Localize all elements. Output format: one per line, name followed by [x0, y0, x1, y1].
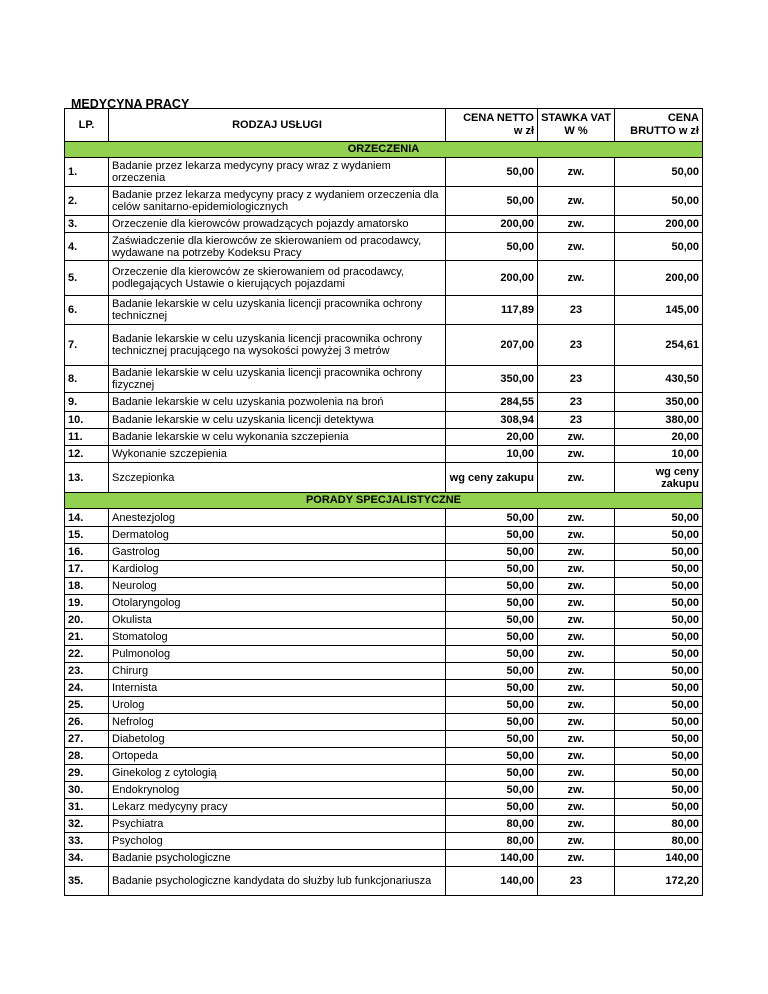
gross-price: 50,00	[615, 714, 703, 731]
net-price: 50,00	[446, 646, 538, 663]
gross-price: 10,00	[615, 446, 703, 463]
service-name: Internista	[109, 680, 446, 697]
gross-price: 172,20	[615, 867, 703, 896]
row-number: 31.	[65, 799, 109, 816]
table-row	[65, 158, 703, 187]
row-number: 19.	[65, 595, 109, 612]
table-row	[65, 544, 703, 561]
net-price: 50,00	[446, 697, 538, 714]
vat-rate: zw.	[538, 595, 615, 612]
table-row	[65, 412, 703, 429]
gross-price: 50,00	[615, 765, 703, 782]
service-name: Okulista	[109, 612, 446, 629]
header-gross-line2: BRUTTO w zł	[630, 125, 699, 137]
gross-price: 50,00	[615, 663, 703, 680]
vat-rate: zw.	[538, 816, 615, 833]
net-price: 50,00	[446, 748, 538, 765]
service-name: Badanie psychologiczne kandydata do służby lub funkcjonariusza	[109, 867, 446, 896]
vat-rate: zw.	[538, 578, 615, 595]
service-name: Badanie lekarskie w celu uzyskania licencji detektywa	[109, 412, 446, 429]
gross-price: 50,00	[615, 233, 703, 261]
table-row	[65, 646, 703, 663]
net-price: 50,00	[446, 527, 538, 544]
table-row	[65, 748, 703, 765]
net-price: 50,00	[446, 714, 538, 731]
gross-price: 380,00	[615, 412, 703, 429]
table-row	[65, 261, 703, 296]
row-number: 35.	[65, 867, 109, 896]
service-name: Nefrolog	[109, 714, 446, 731]
row-number: 14.	[65, 509, 109, 527]
vat-rate: zw.	[538, 261, 615, 296]
table-row	[65, 612, 703, 629]
vat-rate: 23	[538, 393, 615, 412]
header-gross-line1: CENA	[667, 112, 699, 124]
service-name: Orzeczenie dla kierowców prowadzących pojazdy amatorsko	[109, 216, 446, 233]
gross-price: 50,00	[615, 509, 703, 527]
table-row	[65, 509, 703, 527]
gross-price: 80,00	[615, 833, 703, 850]
vat-rate: 23	[538, 296, 615, 325]
vat-rate: zw.	[538, 833, 615, 850]
row-number: 3.	[65, 216, 109, 233]
vat-rate: 23	[538, 325, 615, 366]
row-number: 11.	[65, 429, 109, 446]
service-name: Stomatolog	[109, 629, 446, 646]
table-body	[65, 142, 703, 896]
row-number: 10.	[65, 412, 109, 429]
net-price: 140,00	[446, 867, 538, 896]
service-name: Wykonanie szczepienia	[109, 446, 446, 463]
vat-rate: zw.	[538, 782, 615, 799]
net-price: 50,00	[446, 561, 538, 578]
vat-rate: 23	[538, 366, 615, 393]
service-name: Badanie lekarskie w celu uzyskania licencji pracownika ochrony technicznej pracującego na wysokości powyżej 3 metrów	[109, 325, 446, 366]
vat-rate: zw.	[538, 714, 615, 731]
header-vat-line1: STAWKA VAT	[541, 112, 611, 124]
table-row	[65, 393, 703, 412]
gross-price: 50,00	[615, 578, 703, 595]
gross-price: 50,00	[615, 561, 703, 578]
table-row	[65, 233, 703, 261]
header-lp: LP.	[65, 109, 109, 142]
net-price: 50,00	[446, 663, 538, 680]
row-number: 16.	[65, 544, 109, 561]
net-price: 50,00	[446, 799, 538, 816]
row-number: 12.	[65, 446, 109, 463]
row-number: 6.	[65, 296, 109, 325]
section-title: PORADY SPECJALISTYCZNE	[65, 493, 703, 509]
net-price: 80,00	[446, 833, 538, 850]
row-number: 29.	[65, 765, 109, 782]
service-name: Badanie lekarskie w celu uzyskania licencji pracownika ochrony technicznej	[109, 296, 446, 325]
row-number: 9.	[65, 393, 109, 412]
vat-rate: zw.	[538, 561, 615, 578]
section-title: ORZECZENIA	[65, 142, 703, 158]
vat-rate: zw.	[538, 463, 615, 493]
net-price: 117,89	[446, 296, 538, 325]
service-name: Badanie lekarskie w celu uzyskania pozwolenia na broń	[109, 393, 446, 412]
row-number: 34.	[65, 850, 109, 867]
vat-rate: zw.	[538, 731, 615, 748]
vat-rate: zw.	[538, 216, 615, 233]
service-name: Lekarz medycyny pracy	[109, 799, 446, 816]
table-row	[65, 366, 703, 393]
net-price: 50,00	[446, 680, 538, 697]
gross-price: 350,00	[615, 393, 703, 412]
service-name: Ginekolog z cytologią	[109, 765, 446, 782]
gross-price: 50,00	[615, 527, 703, 544]
vat-rate: zw.	[538, 697, 615, 714]
service-name: Chirurg	[109, 663, 446, 680]
table-row	[65, 765, 703, 782]
row-number: 33.	[65, 833, 109, 850]
table-row	[65, 216, 703, 233]
vat-rate: zw.	[538, 799, 615, 816]
service-name: Badanie przez lekarza medycyny pracy wraz z wydaniem orzeczenia	[109, 158, 446, 187]
service-name: Gastrolog	[109, 544, 446, 561]
table-row	[65, 561, 703, 578]
table-row	[65, 816, 703, 833]
table-row	[65, 697, 703, 714]
table-row	[65, 463, 703, 493]
table-row	[65, 187, 703, 216]
vat-rate: 23	[538, 867, 615, 896]
row-number: 2.	[65, 187, 109, 216]
net-price: 50,00	[446, 731, 538, 748]
gross-price: 50,00	[615, 680, 703, 697]
net-price: 50,00	[446, 782, 538, 799]
row-number: 23.	[65, 663, 109, 680]
net-price: 50,00	[446, 158, 538, 187]
net-price: 50,00	[446, 612, 538, 629]
gross-price: 430,50	[615, 366, 703, 393]
gross-price: 50,00	[615, 187, 703, 216]
vat-rate: zw.	[538, 646, 615, 663]
vat-rate: zw.	[538, 629, 615, 646]
net-price: wg ceny zakupu	[446, 463, 538, 493]
gross-price: wg ceny zakupu	[615, 463, 703, 493]
gross-price: 50,00	[615, 158, 703, 187]
service-name: Orzeczenie dla kierowców ze skierowaniem od pracodawcy, podlegających Ustawie o kierujących pojazdami	[109, 261, 446, 296]
gross-price: 50,00	[615, 646, 703, 663]
row-number: 5.	[65, 261, 109, 296]
service-name: Zaświadczenie dla kierowców ze skierowaniem od pracodawcy, wydawane na potrzeby Kodeksu Pracy	[109, 233, 446, 261]
net-price: 50,00	[446, 509, 538, 527]
vat-rate: zw.	[538, 158, 615, 187]
row-number: 18.	[65, 578, 109, 595]
service-name: Diabetolog	[109, 731, 446, 748]
net-price: 200,00	[446, 216, 538, 233]
vat-rate: zw.	[538, 187, 615, 216]
gross-price: 50,00	[615, 697, 703, 714]
row-number: 26.	[65, 714, 109, 731]
header-service: RODZAJ USŁUGI	[109, 109, 446, 142]
section-header-row	[65, 142, 703, 158]
service-name: Badanie przez lekarza medycyny pracy z wydaniem orzeczenia dla celów sanitarno-epidemiologicznych	[109, 187, 446, 216]
row-number: 27.	[65, 731, 109, 748]
page-title: MEDYCYNA PRACY	[71, 97, 190, 111]
gross-price: 50,00	[615, 612, 703, 629]
vat-rate: zw.	[538, 233, 615, 261]
table-row	[65, 296, 703, 325]
net-price: 284,55	[446, 393, 538, 412]
row-number: 8.	[65, 366, 109, 393]
row-number: 1.	[65, 158, 109, 187]
table-row	[65, 782, 703, 799]
gross-price: 50,00	[615, 799, 703, 816]
vat-rate: zw.	[538, 527, 615, 544]
net-price: 50,00	[446, 629, 538, 646]
service-name: Psycholog	[109, 833, 446, 850]
table-row	[65, 731, 703, 748]
service-name: Pulmonolog	[109, 646, 446, 663]
service-name: Kardiolog	[109, 561, 446, 578]
header-vat-line2: W %	[564, 125, 588, 137]
gross-price: 145,00	[615, 296, 703, 325]
gross-price: 50,00	[615, 782, 703, 799]
gross-price: 50,00	[615, 748, 703, 765]
service-name: Anestezjolog	[109, 509, 446, 527]
table-row	[65, 527, 703, 544]
gross-price: 50,00	[615, 595, 703, 612]
table-row	[65, 867, 703, 896]
vat-rate: zw.	[538, 612, 615, 629]
table-row	[65, 850, 703, 867]
row-number: 22.	[65, 646, 109, 663]
gross-price: 50,00	[615, 544, 703, 561]
row-number: 21.	[65, 629, 109, 646]
row-number: 24.	[65, 680, 109, 697]
table-row	[65, 629, 703, 646]
header-net-line1: CENA NETTO	[463, 112, 534, 124]
price-table	[64, 108, 703, 896]
row-number: 25.	[65, 697, 109, 714]
net-price: 50,00	[446, 233, 538, 261]
service-name: Endokrynolog	[109, 782, 446, 799]
vat-rate: zw.	[538, 663, 615, 680]
table-row	[65, 578, 703, 595]
service-name: Badanie lekarskie w celu wykonania szczepienia	[109, 429, 446, 446]
table-row	[65, 595, 703, 612]
gross-price: 20,00	[615, 429, 703, 446]
table-row	[65, 663, 703, 680]
net-price: 200,00	[446, 261, 538, 296]
net-price: 50,00	[446, 544, 538, 561]
vat-rate: zw.	[538, 509, 615, 527]
gross-price: 140,00	[615, 850, 703, 867]
gross-price: 254,61	[615, 325, 703, 366]
gross-price: 50,00	[615, 731, 703, 748]
section-header-row	[65, 493, 703, 509]
row-number: 15.	[65, 527, 109, 544]
net-price: 50,00	[446, 187, 538, 216]
net-price: 50,00	[446, 578, 538, 595]
vat-rate: 23	[538, 412, 615, 429]
gross-price: 50,00	[615, 629, 703, 646]
vat-rate: zw.	[538, 765, 615, 782]
gross-price: 200,00	[615, 216, 703, 233]
service-name: Psychiatra	[109, 816, 446, 833]
row-number: 17.	[65, 561, 109, 578]
net-price: 50,00	[446, 595, 538, 612]
row-number: 13.	[65, 463, 109, 493]
table-row	[65, 446, 703, 463]
service-name: Neurolog	[109, 578, 446, 595]
service-name: Otolaryngolog	[109, 595, 446, 612]
gross-price: 80,00	[615, 816, 703, 833]
net-price: 10,00	[446, 446, 538, 463]
service-name: Badanie lekarskie w celu uzyskania licencji pracownika ochrony fizycznej	[109, 366, 446, 393]
net-price: 140,00	[446, 850, 538, 867]
header-gross-price	[615, 109, 703, 142]
net-price: 207,00	[446, 325, 538, 366]
row-number: 4.	[65, 233, 109, 261]
gross-price: 200,00	[615, 261, 703, 296]
header-vat-rate	[538, 109, 615, 142]
row-number: 30.	[65, 782, 109, 799]
table-row	[65, 325, 703, 366]
row-number: 7.	[65, 325, 109, 366]
header-net-line2: w zł	[513, 125, 534, 137]
service-name: Urolog	[109, 697, 446, 714]
net-price: 308,94	[446, 412, 538, 429]
row-number: 32.	[65, 816, 109, 833]
vat-rate: zw.	[538, 850, 615, 867]
table-row	[65, 833, 703, 850]
net-price: 350,00	[446, 366, 538, 393]
header-net-price	[446, 109, 538, 142]
table-row	[65, 799, 703, 816]
vat-rate: zw.	[538, 544, 615, 561]
service-name: Szczepionka	[109, 463, 446, 493]
row-number: 28.	[65, 748, 109, 765]
vat-rate: zw.	[538, 748, 615, 765]
vat-rate: zw.	[538, 680, 615, 697]
net-price: 80,00	[446, 816, 538, 833]
table-header-row	[65, 109, 703, 142]
vat-rate: zw.	[538, 429, 615, 446]
table-row	[65, 429, 703, 446]
service-name: Ortopeda	[109, 748, 446, 765]
table-row	[65, 714, 703, 731]
vat-rate: zw.	[538, 446, 615, 463]
row-number: 20.	[65, 612, 109, 629]
service-name: Dermatolog	[109, 527, 446, 544]
table-row	[65, 680, 703, 697]
net-price: 20,00	[446, 429, 538, 446]
net-price: 50,00	[446, 765, 538, 782]
service-name: Badanie psychologiczne	[109, 850, 446, 867]
